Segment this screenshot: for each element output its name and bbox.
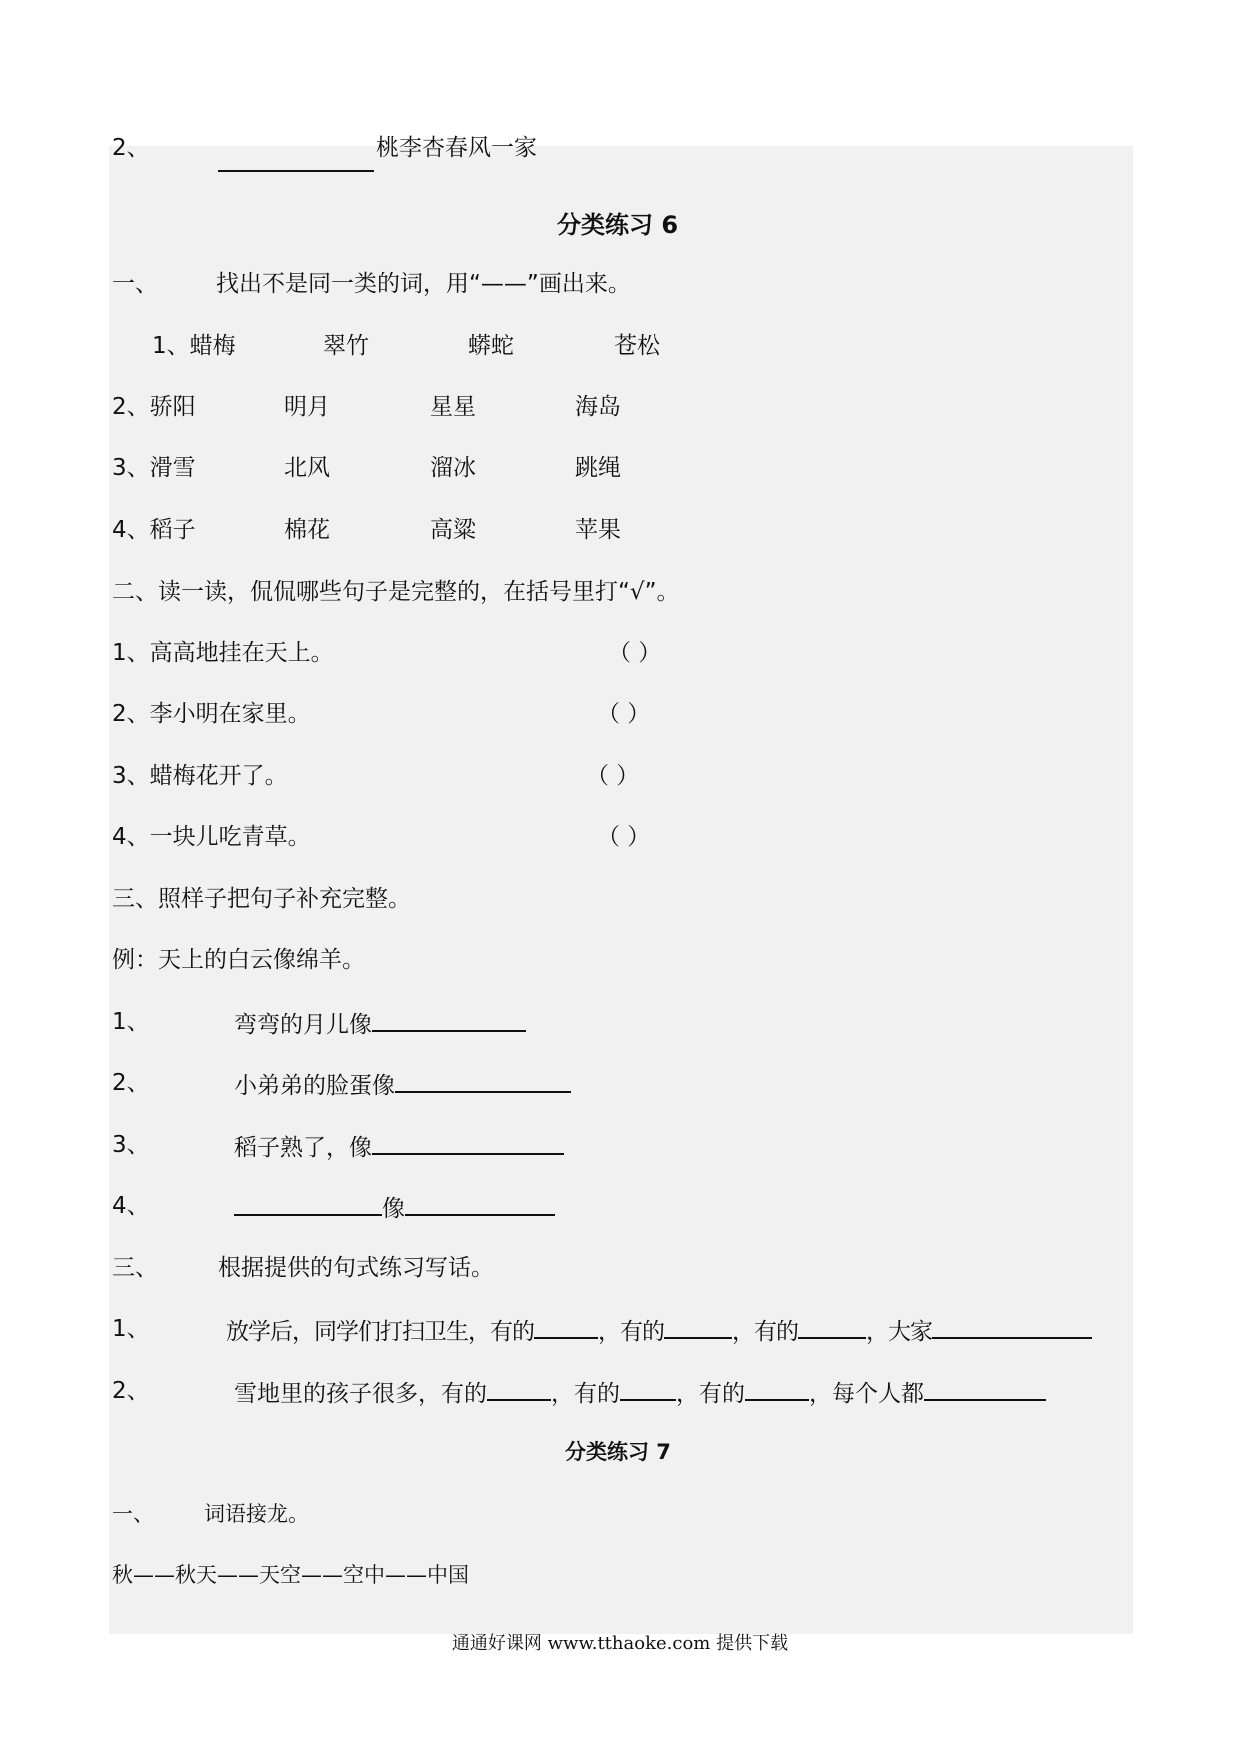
item-number: 4、 (112, 1193, 150, 1219)
answer-parentheses[interactable]: （ ） (586, 763, 640, 789)
question-text: 三、照样子把句子补充完整。 (112, 886, 411, 912)
sentence-prompt (234, 1377, 1046, 1408)
item-number: 2、 (112, 135, 150, 161)
item-number: 1、 (112, 1316, 150, 1342)
prompt-text: 弯弯的月儿像 (234, 1012, 372, 1038)
word: 1、蜡梅 (152, 333, 236, 359)
section-title: 分类练习 6 (557, 211, 679, 239)
word: 4、稻子 (112, 517, 196, 543)
prompt-text: ，有的 (732, 1319, 798, 1345)
word: 明月 (284, 394, 330, 420)
answer-blank[interactable] (620, 1377, 676, 1401)
word: 海岛 (575, 394, 621, 420)
question-number: 一、 (112, 1502, 154, 1526)
word: 棉花 (284, 517, 330, 543)
prompt-text: 放学后，同学们打扫卫生，有的 (226, 1319, 534, 1345)
question-number: 一、 (112, 271, 158, 297)
section-title: 分类练习 7 (565, 1440, 671, 1464)
sentence-item: 4、一块儿吃青草。 (112, 824, 311, 850)
prompt-text: 稻子熟了，像 (234, 1135, 372, 1161)
prompt-text: ，每个人都 (809, 1381, 924, 1407)
sentence-prompt (234, 1069, 571, 1100)
answer-blank[interactable] (372, 1131, 564, 1155)
word: 北风 (284, 455, 330, 481)
sentence-item: 1、高高地挂在天上。 (112, 640, 334, 666)
question-text: 二、读一读，侃侃哪些句子是完整的，在括号里打“√”。 (112, 579, 680, 605)
sentence-item: 3、蜡梅花开了。 (112, 763, 288, 789)
prompt-text: ，大家 (866, 1319, 932, 1345)
sentence-prompt (234, 1192, 555, 1223)
answer-blank[interactable] (664, 1315, 732, 1339)
question-text: 根据提供的句式练习写话。 (218, 1255, 494, 1281)
sentence-prompt (234, 1131, 564, 1162)
answer-blank[interactable] (534, 1315, 598, 1339)
word: 跳绳 (575, 455, 621, 481)
item-number: 3、 (112, 1132, 150, 1158)
item-number: 2、 (112, 1070, 150, 1096)
prompt-text: ，有的 (598, 1319, 664, 1345)
word: 苍松 (614, 333, 660, 359)
item-number: 1、 (112, 1009, 150, 1035)
answer-blank[interactable] (372, 1008, 526, 1032)
word: 星星 (430, 394, 476, 420)
answer-parentheses[interactable]: （ ） (608, 640, 662, 666)
answer-blank[interactable] (745, 1377, 809, 1401)
prompt-text: 雪地里的孩子很多，有的 (234, 1381, 487, 1407)
word: 高粱 (430, 517, 476, 543)
example-sentence: 例：天上的白云像绵羊。 (112, 947, 365, 973)
word: 蟒蛇 (468, 333, 514, 359)
prompt-text: ，有的 (551, 1381, 620, 1407)
sentence-item: 2、李小明在家里。 (112, 701, 311, 727)
question-text: 词语接龙。 (204, 1502, 309, 1526)
answer-parentheses[interactable]: （ ） (597, 824, 651, 850)
prompt-text: 小弟弟的脸蛋像 (234, 1073, 395, 1099)
answer-parentheses[interactable]: （ ） (597, 701, 651, 727)
sentence-prompt (234, 1008, 526, 1039)
item-number: 2、 (112, 1378, 150, 1404)
answer-blank (218, 170, 374, 172)
question-text: 找出不是同一类的词，用“——”画出来。 (216, 271, 631, 297)
answer-blank[interactable] (932, 1315, 1092, 1339)
answer-blank[interactable] (487, 1377, 551, 1401)
answer-blank[interactable] (405, 1192, 555, 1216)
answer-blank[interactable] (924, 1377, 1046, 1401)
word-chain: 秋——秋天——天空——空中——中国 (112, 1563, 469, 1587)
word: 翠竹 (323, 333, 369, 359)
footer-text: 通通好课网 www.tthaoke.com 提供下载 (451, 1633, 789, 1654)
answer-blank[interactable] (395, 1069, 571, 1093)
word: 3、滑雪 (112, 455, 196, 481)
phrase-text: 桃李杏春风一家 (376, 135, 537, 161)
word: 苹果 (575, 517, 621, 543)
answer-blank[interactable] (798, 1315, 866, 1339)
question-number: 三、 (112, 1255, 158, 1281)
answer-blank[interactable] (234, 1192, 382, 1216)
prompt-text: ，有的 (676, 1381, 745, 1407)
prompt-text: 像 (382, 1196, 405, 1222)
word: 溜冰 (430, 455, 476, 481)
word: 2、骄阳 (112, 394, 196, 420)
sentence-prompt (226, 1315, 1092, 1346)
